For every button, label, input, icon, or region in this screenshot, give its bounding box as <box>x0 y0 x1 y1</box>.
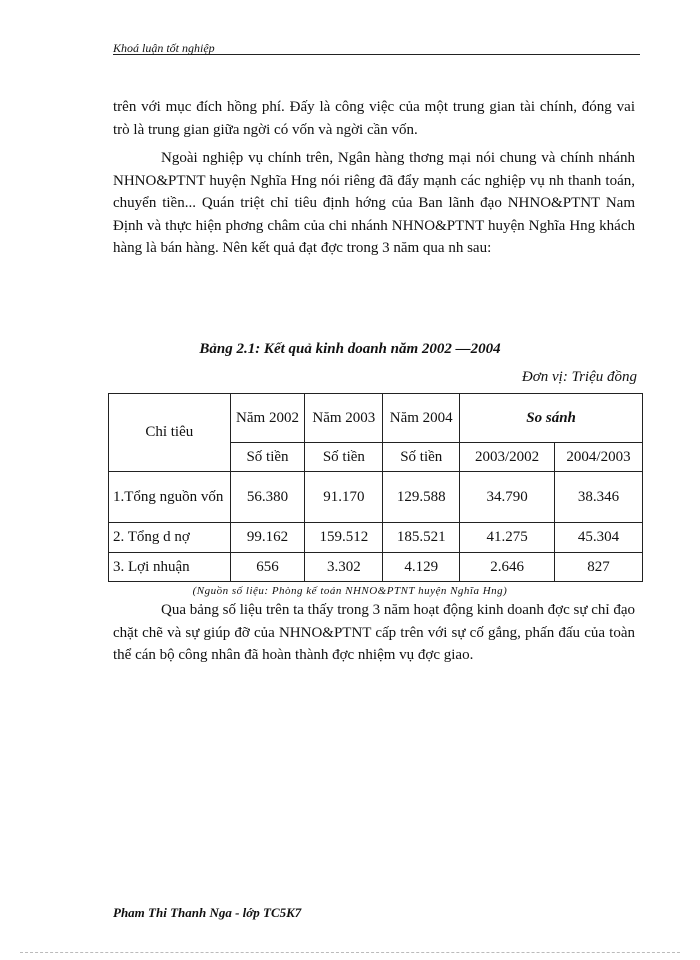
table-unit: Đơn vị: Triệu đồng <box>521 369 637 385</box>
subheader-compare-2: 2004/2003 <box>555 443 643 472</box>
results-table <box>108 393 643 582</box>
cell-2004: 185.521 <box>383 523 460 553</box>
header-year-2004: Năm 2004 <box>383 394 460 443</box>
subheader-compare-1: 2003/2002 <box>460 443 555 472</box>
table-source: (Nguồn số liệu: Phòng kế toán NHNO&PTNT huyện Nghĩa Hng) <box>192 585 508 597</box>
cell-2004: 129.588 <box>383 472 460 523</box>
header-year-2002: Năm 2002 <box>230 394 305 443</box>
table-row <box>109 523 643 553</box>
cell-compare-2: 827 <box>555 553 643 582</box>
cell-2004: 4.129 <box>383 553 460 582</box>
paragraph-3: Qua bảng số liệu trên ta thấy trong 3 năm hoạt động kinh doanh đợc sự chỉ đạo chặt chẽ và sự giúp đỡ của NHNO&PTNT cấp trên với sự cố gắng, phấn đấu của toàn thể cán bộ công nhân đã hoàn thành đợc nhiệm vụ đợc giao. <box>113 602 635 663</box>
cell-2003: 159.512 <box>305 523 383 553</box>
cell-compare-2: 38.346 <box>555 472 643 523</box>
subheader-amount-2003: Số tiền <box>305 443 383 472</box>
header-divider <box>113 54 640 55</box>
table-caption: Bảng 2.1: Kết quả kinh doanh năm 2002 —2004 <box>199 341 501 357</box>
cell-compare-1: 34.790 <box>460 472 555 523</box>
cell-2002: 56.380 <box>230 472 305 523</box>
bottom-divider <box>20 952 680 953</box>
row-label: 1.Tổng nguồn vốn <box>109 472 231 523</box>
row-label: 2. Tổng d nợ <box>109 523 231 553</box>
cell-2002: 656 <box>230 553 305 582</box>
page-footer: Pham Thi Thanh Nga - lớp TC5K7 <box>113 905 302 920</box>
cell-2003: 91.170 <box>305 472 383 523</box>
cell-2002: 99.162 <box>230 523 305 553</box>
subheader-amount-2004: Số tiền <box>383 443 460 472</box>
cell-compare-1: 41.275 <box>460 523 555 553</box>
subheader-amount-2002: Số tiền <box>230 443 305 472</box>
header-indicator: Chỉ tiêu <box>109 394 231 472</box>
row-label: 3. Lợi nhuận <box>109 553 231 582</box>
table-row <box>109 553 643 582</box>
paragraph-1: trên với mục đích hồng phí. Đấy là công việc của một trung gian tài chính, đóng vai trò là trung gian giữa ngời có vốn và ngời cần vốn. <box>113 99 635 138</box>
cell-compare-1: 2.646 <box>460 553 555 582</box>
cell-compare-2: 45.304 <box>555 523 643 553</box>
table-row <box>109 472 643 523</box>
cell-2003: 3.302 <box>305 553 383 582</box>
paragraph-2: Ngoài nghiệp vụ chính trên, Ngân hàng thơng mại nói chung và chính nhánh NHNO&PTNT huyện Nghĩa Hng nói riêng đã đẩy mạnh các nghiệp vụ nh thanh toán, chuyển tiền... Quán triệt chỉ tiêu định hớng của Ban lãnh đạo NHNO&PTNT Nam Định và thực hiện phơng châm của chi nhánh NHNO&PTNT huyện Nghĩa Hng khách hàng là bán hàng. Nên kết quả đạt đợc trong 3 năm qua nh sau: <box>113 150 635 256</box>
page-header: Khoá luận tốt nghiệp <box>113 41 215 55</box>
header-compare: So sánh <box>460 394 643 443</box>
header-year-2003: Năm 2003 <box>305 394 383 443</box>
table-header-row <box>109 394 643 443</box>
